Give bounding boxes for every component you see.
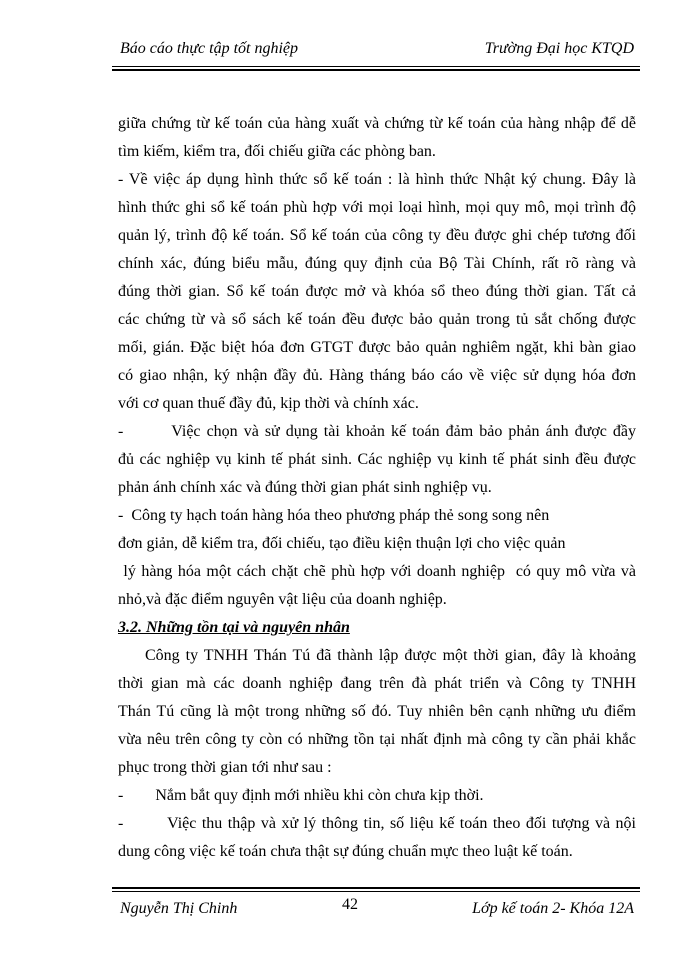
body-line: vừa nêu trên công ty còn có những tồn tại nhất định mà công ty cần phải khắc bbox=[118, 731, 636, 748]
body-line: có giao nhận, ký nhận đầy đủ. Hàng tháng báo cáo về việc sử dụng hóa đơn bbox=[118, 367, 636, 384]
body-line: phản ánh chính xác và đúng thời gian phát sinh nghiệp vụ. bbox=[118, 479, 492, 496]
body-line: - Công ty hạch toán hàng hóa theo phương pháp thẻ song song nên bbox=[118, 507, 550, 524]
body-line: chính xác, đúng biểu mẫu, đúng quy định của Bộ Tài Chính, rất rõ ràng và bbox=[118, 255, 636, 272]
footer-rule bbox=[112, 891, 640, 892]
header-rule-thick bbox=[112, 69, 640, 71]
body-line: - Nắm bắt quy định mới nhiều khi còn chưa kịp thời. bbox=[118, 787, 484, 804]
footer-rule-thick bbox=[112, 887, 640, 889]
body-line: nhỏ,và đặc điểm nguyên vật liệu của doanh nghiệp. bbox=[118, 591, 447, 608]
section-heading: 3.2. Những tồn tại và nguyên nhân bbox=[118, 619, 350, 636]
body-line: đúng thời gian. Sổ kế toán được mở và khóa sổ theo đúng thời gian. Tất cả bbox=[118, 283, 636, 300]
body-line: đơn giản, dễ kiểm tra, đối chiếu, tạo điều kiện thuận lợi cho việc quản bbox=[118, 535, 566, 552]
header-title-right: Trường Đại học KTQD bbox=[484, 40, 634, 57]
body-line: thời gian mà các doanh nghiệp đang trên đà phát triển và Công ty TNHH bbox=[118, 675, 636, 692]
page-number: 42 bbox=[342, 896, 358, 913]
body-line: với cơ quan thuế đầy đủ, kịp thời và chính xác. bbox=[118, 395, 419, 412]
body-line: giữa chứng từ kế toán của hàng xuất và chứng từ kế toán của hàng nhập để dễ bbox=[118, 115, 636, 132]
body-line: dung công việc kế toán chưa thật sự đúng chuẩn mực theo luật kế toán. bbox=[118, 843, 573, 860]
body-line: đủ các nghiệp vụ kinh tế phát sinh. Các nghiệp vụ kinh tế phát sinh đều được bbox=[118, 451, 636, 468]
footer-class: Lớp kế toán 2- Khóa 12A bbox=[472, 900, 634, 917]
body-line: lý hàng hóa một cách chặt chẽ phù hợp với doanh nghiệp có quy mô vừa và bbox=[118, 563, 636, 580]
body-line: mối, gián. Đặc biệt hóa đơn GTGT được bảo quản nghiêm ngặt, khi bàn giao bbox=[118, 339, 636, 356]
body-line: quản lý, trình độ kế toán. Sổ kế toán của công ty đều được ghi chép tương đối bbox=[118, 227, 636, 244]
footer-author: Nguyễn Thị Chinh bbox=[120, 900, 238, 917]
body-line: Công ty TNHH Thán Tú đã thành lập được một thời gian, đây là khoảng bbox=[145, 647, 636, 664]
header-title-left: Báo cáo thực tập tốt nghiệp bbox=[120, 40, 299, 57]
body-line: - Việc thu thập và xử lý thông tin, số liệu kế toán theo đối tượng và nội bbox=[118, 815, 636, 832]
body-line: - Việc chọn và sử dụng tài khoản kế toán đảm bảo phản ánh được đầy bbox=[118, 423, 636, 440]
header-rule bbox=[112, 66, 640, 67]
body-line: tìm kiếm, kiểm tra, đối chiếu giữa các phòng ban. bbox=[118, 143, 436, 160]
body-line: phục trong thời gian tới như sau : bbox=[118, 759, 332, 776]
body-line: hình thức ghi sổ kế toán phù hợp với mọi loại hình, mọi quy mô, mọi trình độ bbox=[118, 199, 636, 216]
body-line: các chứng từ và sổ sách kế toán đều được bảo quản trong tủ sắt chống được bbox=[118, 311, 636, 328]
body-line: Thán Tú cũng là một trong những số đó. Tuy nhiên bên cạnh những ưu điểm bbox=[118, 703, 636, 720]
body-line: - Về việc áp dụng hình thức sổ kế toán : là hình thức Nhật ký chung. Đây là bbox=[118, 171, 636, 188]
